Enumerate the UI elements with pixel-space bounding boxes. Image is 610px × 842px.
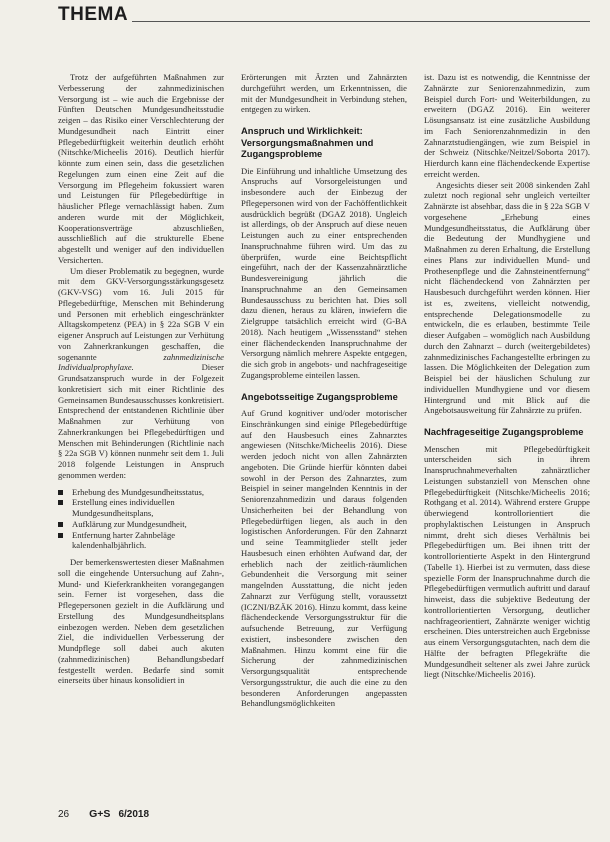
bullet-list — [58, 487, 224, 552]
page-footer — [58, 808, 149, 824]
section-title: THEMA — [58, 4, 129, 25]
bullet-icon — [58, 500, 63, 505]
magazine-name: G+S — [89, 808, 111, 820]
page-number: 26 — [58, 809, 70, 820]
paragraph: Auf Grund kognitiver und/oder motorischer Einschränkungen sind einige Pflegebedürftige auf den Hausbesuch eines Zahnarztes angewiesen (Nitschke/Micheelis 2016). Diese werden jedoch nicht von allen Zahnärzten angeboten. Die Gründe hierfür könnten dabei sowohl in der Person des Zahnarztes, zum Beispiel in seiner mangelnden Kenntnis in der Seniorenzahnmedizin und daraus folgenden Unsicherheiten bei der Behandlung von Pflegebedürftigen liegen, als auch in den logistischen Anforderungen. Für den Zahnarzt und seine Teammitglieder stellt jeder Hausbesuch einen erhöhten Aufwand dar, der erheblich nach der zeitlich-räumlichen Gebundenheit die Versorgung mit seiner mangelnden Ausstattung, die nicht jeden Zahnarzt zur Verfügung stellt, voraussetzt (ICZNI/BZÄK 2016). Hinzu kommt, dass keine flächendeckende Versorgungsstruktur für die aufsuchende Betreuung, zur Verfügung existiert, insbesondere zwischen den Maßnahmen. Hinzu kommt eine für die Sicherung der zahnmedizinischen Versorgungsqualität entsprechende Versorgungsstruktur, die auch die eine zu den besonderen Anforderungen angepassten Behandlungsmöglichkeiten — [241, 408, 407, 709]
paragraph: Trotz der aufgeführten Maßnahmen zur Verbesserung der zahnmedizinischen Versorgung ist – wie auch die Ergebnisse der Fünften Deutschen Mundgesundheitsstudie zeigen – das Risiko einer Verschlechterung der Mundgesundheit nach Eintritt einer Pflegebedürftigkeit weiterhin deutlich erhöht (Nitschke/Micheelis 2016). Deutlich hierfür könnte zum einen sein, dass die gesetzlichen Regelungen zum einen eine Zeit auf die Versorgung im Pflegeheim fokussiert waren und Leistungen für Pflegebedürftige in häuslicher Pflege vernachlässigt haben. Zum anderen wurde mit der Möglichkeit, Kooperationsverträge abzuschließen, ausschließlich auf die strukturelle Ebene abgestellt und weniger auf den individuellen Versicherten. — [58, 72, 224, 265]
subheading: Anspruch und Wirklichkeit: Versorgungsmaßnahmen und Zugangsprobleme — [241, 125, 374, 159]
page-header — [58, 4, 590, 30]
list-item: Aufklärung zur Mundgesundheit, — [58, 519, 224, 530]
column-3 — [424, 72, 590, 812]
paragraph: Der bemerkenswertesten dieser Maßnahmen soll die eingehende Untersuchung auf Zahn-, Mund- und Kieferkrankheiten vorangegangen sein. Ferner ist vorgesehen, dass die Pflegepersonen gezielt in die Aufklärung und Erstellung des Mundgesundheitsplans einbezogen werden. Neben dem gesetzlichen Ziel, die individuellen Verbesserung der Mundpflege soll dabei auch akuten (zahnmedizinischen) Behandlungsbedarf festgestellt werden. Bedarfe sind somit einerseits über hinaus konsolidiert in — [58, 557, 224, 686]
bullet-icon — [58, 490, 63, 495]
article-body — [58, 72, 590, 812]
paragraph: Erörterungen mit Ärzten und Zahnärzten durchgeführt werden, um Erkenntnissen, die mit der Mundgesundheit in Verbindung stehen, entgegen zu wirken. — [241, 72, 407, 115]
paragraph: Die Einführung und inhaltliche Umsetzung des Anspruchs auf Vorsorgeleistungen und insbesondere auch der Einbezug der Pflegepersonen wird von der Fachöffentlichkeit ausdrücklich begrüßt (DGAZ 2018). Ungleich ist allerdings, ob der Anspruch auf diese neuen Leistungen auch zu einer entsprechenden Inanspruchnahme führen wird. Um das zu überprüfen, wurde eine Beichtspflicht eingeführt, nach der der Kassenzahnärztliche Bundesvereinigung jährlich die Inanspruchnahme an den Gemeinsamen Bundesausschuss zu berichten hat. Dies soll dazu dienen, heraus zu klären, inwiefern die Zielgruppe tatsächlich erreicht wird (G-BA 2018). Nach heutigem „Wissensstand“ stehen einer flächendeckenden Inanspruchnahme der Versorgung nämlich mehrere Aspekte entgegen, die sich grob in angebots- und nachfrageseitige Zugangsprobleme einteilen lassen. — [241, 165, 407, 380]
list-item: Erstellung eines individuellen Mundgesundheitsplans, — [58, 497, 224, 519]
paragraph: Angesichts dieser seit 2008 sinkenden Zahl zuletzt noch regional sehr ungleich verteilter Zahnärzte ist absehbar, dass die in § 22a SGB V vorgesehene „Erhebung eines Mundgesundheitsstatus, die Aufklärung über die Bedeutung der Mundhygiene und Maßnahmen zu deren Erhaltung, die Erstellung eines Plans zur individuellen Mund- und Prothesenpflege und die Zahnsteinentfernung“ nicht flächendeckend von Zahnärzten per Hausbesuch durchgeführt werden können. Hier ist es, zweitens, vielleicht notwendig, entsprechende Delegationsmodelle zu entwickeln, die es erlauben, bestimmte Teile dieser Aufgaben – womöglich nach Ausbildung durch den Zahnarzt – durch (weitergebildetes) zahnmedizinisches Fachangestellte erbringen zu lassen. Die Möglichkeiten der Delegation zum Beispiel bei der häuslichen Schulung zur individuellen Mundhygiene und vor diesem Hintergrund und mit Blick auf die Angebotsausweitung für Zahnärzte zu prüfen. — [424, 179, 590, 416]
paragraph: ist. Dazu ist es notwendig, die Kenntnisse der Zahnärzte zur Seniorenzahnmedizin, zum Beispiel durch Fort- und Weiterbildungen, zu erweitern (DGAZ 2016). Ein weiterer Lösungsansatz ist eine zusätzliche Ausbildung im Fach Seniorenzahnmedizin in den Zahnarztstudiengängen, wie zum Beispiel in der Schweiz (Nitschke/Neitzel/Soborta 2017). Hierdurch kann eine flächendeckende Expertise erreicht werden. — [424, 72, 590, 179]
subheading: Angebotsseitige Zugangsprobleme — [241, 390, 398, 402]
subheading: Nachfrageseitige Zugangsprobleme — [424, 426, 584, 437]
issue-label: 6/2018 — [118, 809, 150, 820]
bullet-icon — [58, 522, 63, 527]
header-rule — [132, 21, 590, 22]
list-item: Entfernung harter Zahnbeläge kalendenhalbjährlich. — [58, 530, 224, 552]
list-item: Erhebung des Mundgesundheitsstatus, — [58, 487, 224, 498]
bullet-icon — [58, 533, 63, 538]
paragraph: Menschen mit Pflegebedürftigkeit unterscheiden sich in ihrem Inanspruchnahmeverhalten zahnärztlicher Leistungen substanziell von Menschen ohne Pflegebedürftigkeit (Nitschke/Micheelis 2016; Rothgang et al. 2014). Während erstere Gruppe überwiegend kontrollorientiert die prophylaktischen Leistungen in Anspruch nimmt, dreht sich dieses Verhältnis bei Pflegebedürftigen um. Bei ihnen tritt der kontrollorientierte Aspekt in den Hintergrund (Tabelle 1). Hierbei ist zu vermuten, dass diese spezielle Form der Inanspruchnahme durch die Pflegebedürftigen vermutlich auftritt und darauf hinweist, dass die subjektive Bedeutung der kontrollorientierten Versorgung, deutlicher nachfrageorientiert, Zahnärzte weniger wichtig erscheinen. Dies unterstreichen auch Ergebnisse aus einem Versorgungsgutachten, nach dem die Hälfte der befragten Pflegekräfte die Mundgesundheit seltener als zwei Jahre zurück liegt (Nitschke/Micheelis 2016). — [424, 443, 590, 680]
column-1 — [58, 72, 224, 812]
column-2 — [241, 72, 407, 812]
paragraph: Um dieser Problematik zu begegnen, wurde mit dem GKV-Versorgungsstärkungsgesetz (GKV-VSG) vom 16. Juli 2015 für Pflegebedürftige, Menschen mit Behinderung und Personen mit erheblich eingeschränkter Alltagskompetenz (PEA) in § 22a SGB V ein eigener Anspruch auf Leistungen zur Verhütung von Zahnerkrankungen geschaffen, die sogenannte zahnmedizinische Individualprophylaxe. Dieser Grundsatzanspruch wurde in der Folgezeit konkretisiert sich mit einer Richtlinie des Gemeinsamen Bundesausschusses konkretisiert. Entsprechend der entstandenen Richtlinie über Maßnahmen zur Verhütung von Zahnerkrankungen bei Pflegebedürftigen und Menschen mit Behinderungen (Richtlinie nach § 22a SGB V) können nunmehr seit dem 1. Juli 2018 folgende Leistungen in Anspruch genommen werden: — [58, 265, 224, 480]
emphasis-term: zahnmedizinische Individualprophylaxe. — [58, 351, 224, 373]
